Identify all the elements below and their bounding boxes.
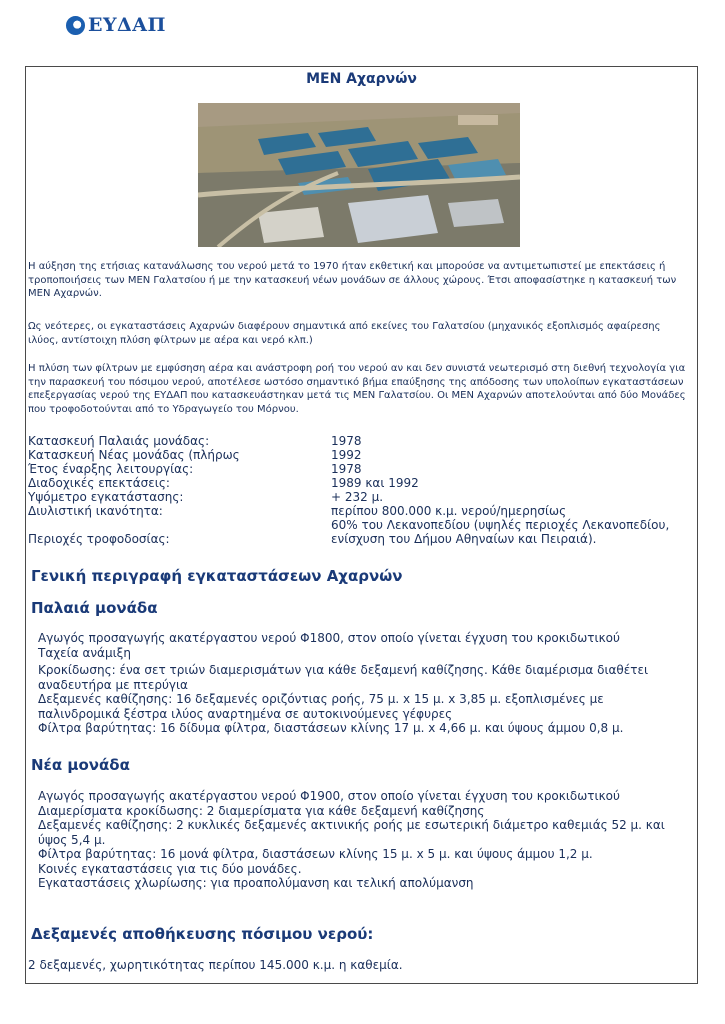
fact-value: 1978 — [331, 462, 362, 476]
fact-value: 1989 και 1992 — [331, 476, 419, 490]
fact-label: Έτος έναρξης λειτουργίας: — [28, 462, 194, 476]
list-item: Κοινές εγκαταστάσεις για τις δύο μονάδες. — [38, 861, 302, 876]
list-item: Αγωγός προσαγωγής ακατέργαστου νερού Φ1900, στον οποίο γίνεται έγχυση του κροκιδωτικού — [38, 789, 620, 803]
old-unit-heading: Παλαιά μονάδα — [31, 599, 158, 617]
fact-value: + 232 μ. — [331, 490, 384, 504]
list-item: Ταχεία ανάμιξη — [38, 645, 131, 660]
fact-row — [28, 462, 688, 476]
content-frame — [25, 66, 698, 984]
aerial-plant-illustration — [198, 103, 520, 247]
storage-heading: Δεξαμενές αποθήκευσης πόσιμου νερού: — [31, 925, 374, 943]
paragraph-intro: Η αύξηση της ετήσιας κατανάλωσης του νερού μετά το 1970 ήταν εκθετική και μπορούσε να αντιμετωπιστεί με επεκτάσεις ή τροποποιήσεις των ΜΕΝ Γαλατσίου ή με την κατασκευή νέων μονάδων σε άλλους χώρους. Έτσι αποφασίστηκε η κατασκευή των ΜΕΝ Αχαρνών. — [28, 261, 677, 300]
list-item: Αγωγός προσαγωγής ακατέργαστου νερού Φ1800, στον οποίο γίνεται έγχυση του κροκιδωτικού — [38, 631, 620, 645]
fact-label: Διυλιστική ικανότητα: — [28, 504, 163, 518]
list-item: Φίλτρα βαρύτητας: 16 μονά φίλτρα, διαστάσεων κλίνης 15 μ. x 5 μ. και ύψους άμμου 1,2 μ. — [38, 847, 593, 861]
fact-label: Υψόμετρο εγκατάστασης: — [28, 490, 184, 504]
list-item: Διαμερίσματα κροκίδωσης: 2 διαμερίσματα για κάθε δεξαμενή καθίζησης — [38, 803, 485, 818]
paragraph-filter-washing: Η πλύση των φίλτρων με εμφύσηση αέρα και ανάστροφη ροή του νερού αν και δεν συνιστά νεωτερισμό στη διεθνή τεχνολογία για την παρασκευή του πόσιμου νερού, αποτέλεσε ωστόσο σημαντικό βήμα επαύξησης της απόδοσης των υπολοίπων εγκαταστάσεων επεξεργασίας νερού της ΕΥΔΑΠ που κατασκευάστηκαν μετά τις ΜΕΝ Γαλατσίου. Οι ΜΕΝ Αχαρνών αποτελούνται από δύο Μονάδες που τροφοδοτούνται από το Υδραγωγείο του Μόρνου. — [28, 363, 686, 415]
page-title: ΜΕΝ Αχαρνών — [306, 71, 417, 87]
eydap-swirl-icon — [66, 16, 85, 35]
fact-value: 1978 — [331, 434, 362, 448]
fact-label: Περιοχές τροφοδοσίας: — [28, 532, 170, 546]
fact-row — [28, 504, 688, 518]
new-unit-heading: Νέα μονάδα — [31, 756, 130, 774]
old-unit-list — [38, 631, 688, 736]
fact-row — [28, 490, 688, 504]
fact-label: Κατασκευή Νέας μονάδας (πλήρως — [28, 448, 240, 462]
fact-label: Διαδοχικές επεκτάσεις: — [28, 476, 170, 490]
list-item: Εγκαταστάσεις χλωρίωσης: για προαπολύμανση και τελική απολύμανση — [38, 876, 474, 890]
fact-label: Κατασκευή Παλαιάς μονάδας: — [28, 434, 210, 448]
fact-row — [28, 434, 688, 448]
fact-row — [28, 532, 688, 546]
aerial-plant-photo — [198, 103, 520, 247]
list-item: Δεξαμενές καθίζησης: 2 κυκλικές δεξαμενές ακτινικής ροής με εσωτερική διάμετρο καθεμιάς 52 μ. και ύψος 5,4 μ. — [38, 818, 665, 847]
list-item: Κροκίδωσης: ένα σετ τριών διαμερισμάτων για κάθε δεξαμενή καθίζησης. Κάθε διαμέρισμα διαθέτει αναδευτήρα με πτερύγια — [38, 663, 649, 692]
logo — [66, 14, 166, 36]
new-unit-list — [38, 789, 688, 891]
fact-value: ενίσχυση του Δήμου Αθηναίων και Πειραιά). — [331, 532, 597, 546]
storage-text: 2 δεξαμενές, χωρητικότητας περίπου 145.000 κ.μ. η καθεμία. — [28, 958, 403, 972]
fact-value: 60% του Λεκανοπεδίου (υψηλές περιοχές Λεκανοπεδίου, — [331, 518, 670, 532]
list-item: Φίλτρα βαρύτητας: 16 δίδυμα φίλτρα, διαστάσεων κλίνης 17 μ. x 4,66 μ. και ύψους άμμου 0,8 μ. — [38, 721, 624, 735]
fact-value: 1992 — [331, 448, 362, 462]
fact-row — [28, 448, 688, 462]
general-description-heading: Γενική περιγραφή εγκαταστάσεων Αχαρνών — [31, 567, 403, 585]
fact-row — [28, 476, 688, 490]
list-item: Δεξαμενές καθίζησης: 16 δεξαμενές οριζόντιας ροής, 75 μ. x 15 μ. x 3,85 μ. εξοπλισμένες με παλινδρομικά ξέστρα ιλύος αναρτημένα σε αυτοκινούμενες γέφυρες — [38, 692, 604, 721]
fact-label — [28, 518, 331, 532]
paragraph-differences: Ως νεότερες, οι εγκαταστάσεις Αχαρνών διαφέρουν σημαντικά από εκείνες του Γαλατσίου (μηχανικός εξοπλισμός αφαίρεσης ιλύος, αντίστοιχη πλύση φίλτρων με αέρα και νερό κλπ.) — [28, 321, 661, 346]
logo-text: ΕΥΔΑΠ — [88, 14, 166, 36]
fact-value: περίπου 800.000 κ.μ. νερού/ημερησίως — [331, 504, 567, 518]
facts-table — [28, 434, 688, 546]
fact-row — [28, 518, 688, 532]
